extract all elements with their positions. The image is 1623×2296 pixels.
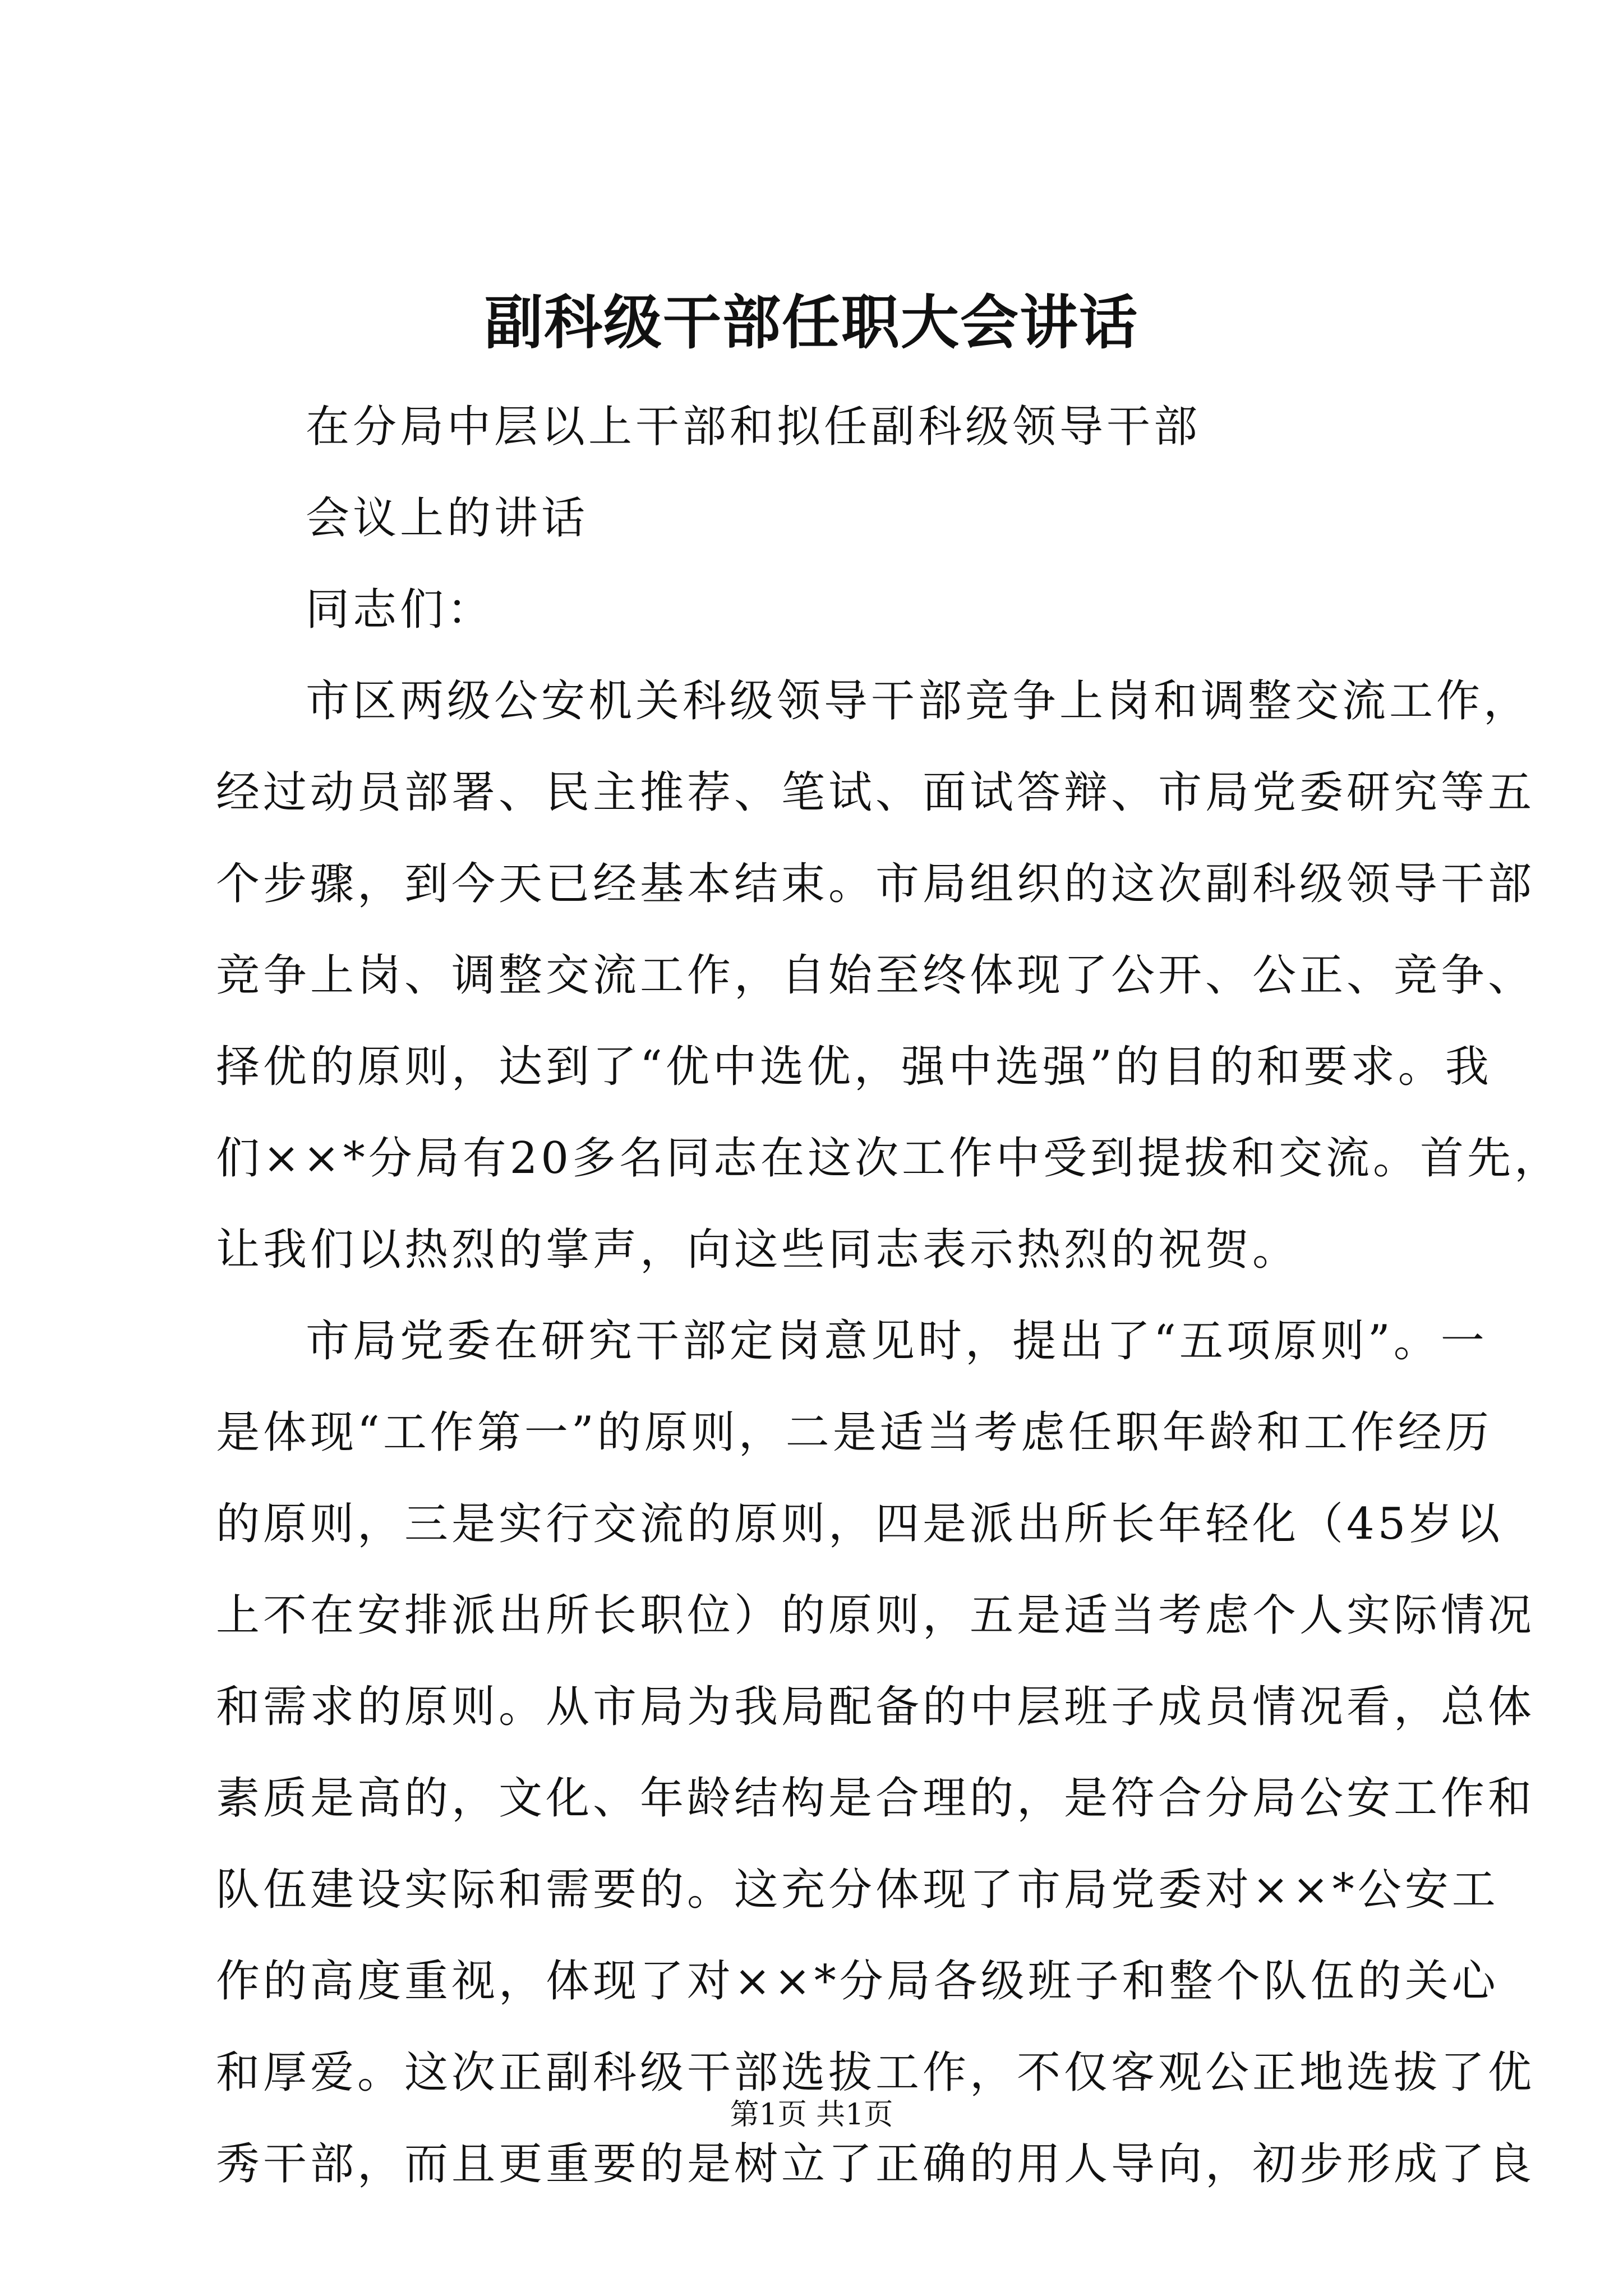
document-body xyxy=(216,381,1561,2210)
salutation: 同志们： xyxy=(306,585,495,635)
subtitle-line-2: 会议上的讲话 xyxy=(306,493,589,544)
paragraph-line: 竞争上岗、调整交流工作，自始至终体现了公开、公正、竞争、 xyxy=(216,950,1536,1001)
paragraph-2 xyxy=(216,1296,1536,2210)
paragraph-line: 队伍建设实际和需要的。这充分体现了市局党委对××*公安工 xyxy=(216,1865,1499,1915)
paragraph-line: 作的高度重视，体现了对××*分局各级班子和整个队伍的关心 xyxy=(216,1956,1499,2007)
paragraph-line: 和需求的原则。从市局为我局配备的中层班子成员情况看，总体 xyxy=(216,1682,1536,1732)
paragraph-line: 上不在安排派出所长职位）的原则，五是适当考虑个人实际情况 xyxy=(216,1590,1536,1641)
paragraph-line: 市局党委在研究干部定岗意见时，提出了“五项原则”。一 xyxy=(306,1316,1488,1366)
paragraph-line: 让我们以热烈的掌声，向这些同志表示热烈的祝贺。 xyxy=(216,1225,1300,1275)
paragraph-line: 市区两级公安机关科级领导干部竞争上岗和调整交流工作， xyxy=(306,676,1531,726)
paragraph-line: 择优的原则，达到了“优中选优，强中选强”的目的和要求。我 xyxy=(216,1042,1492,1092)
paragraph-line: 的原则，三是实行交流的原则，四是派出所长年轻化（45岁以 xyxy=(216,1499,1504,1549)
paragraph-1 xyxy=(216,656,1561,1296)
paragraph-line: 秀干部，而且更重要的是树立了正确的用人导向，初步形成了良 xyxy=(216,2139,1536,2189)
paragraph-line: 们××*分局有20多名同志在这次工作中受到提拔和交流。首先， xyxy=(216,1133,1561,1184)
paragraph-line: 个步骤，到今天已经基本结束。市局组织的这次副科级领导干部 xyxy=(216,859,1536,909)
paragraph-line: 经过动员部署、民主推荐、笔试、面试答辩、市局党委研究等五 xyxy=(216,767,1536,818)
subtitle-line-1: 在分局中层以上干部和拟任副科级领导干部 xyxy=(306,402,1201,452)
paragraph-line: 素质是高的，文化、年龄结构是合理的，是符合分局公安工作和 xyxy=(216,1773,1536,1824)
document-title: 副科级干部任职大会讲话 xyxy=(484,288,1138,357)
paragraph-line: 是体现“工作第一”的原则，二是适当考虑任职年龄和工作经历 xyxy=(216,1407,1492,1458)
paragraph-line: 和厚爱。这次正副科级干部选拔工作，不仅客观公正地选拔了优 xyxy=(216,2047,1536,2098)
page-footer: 第1页 共1页 xyxy=(730,2098,893,2132)
